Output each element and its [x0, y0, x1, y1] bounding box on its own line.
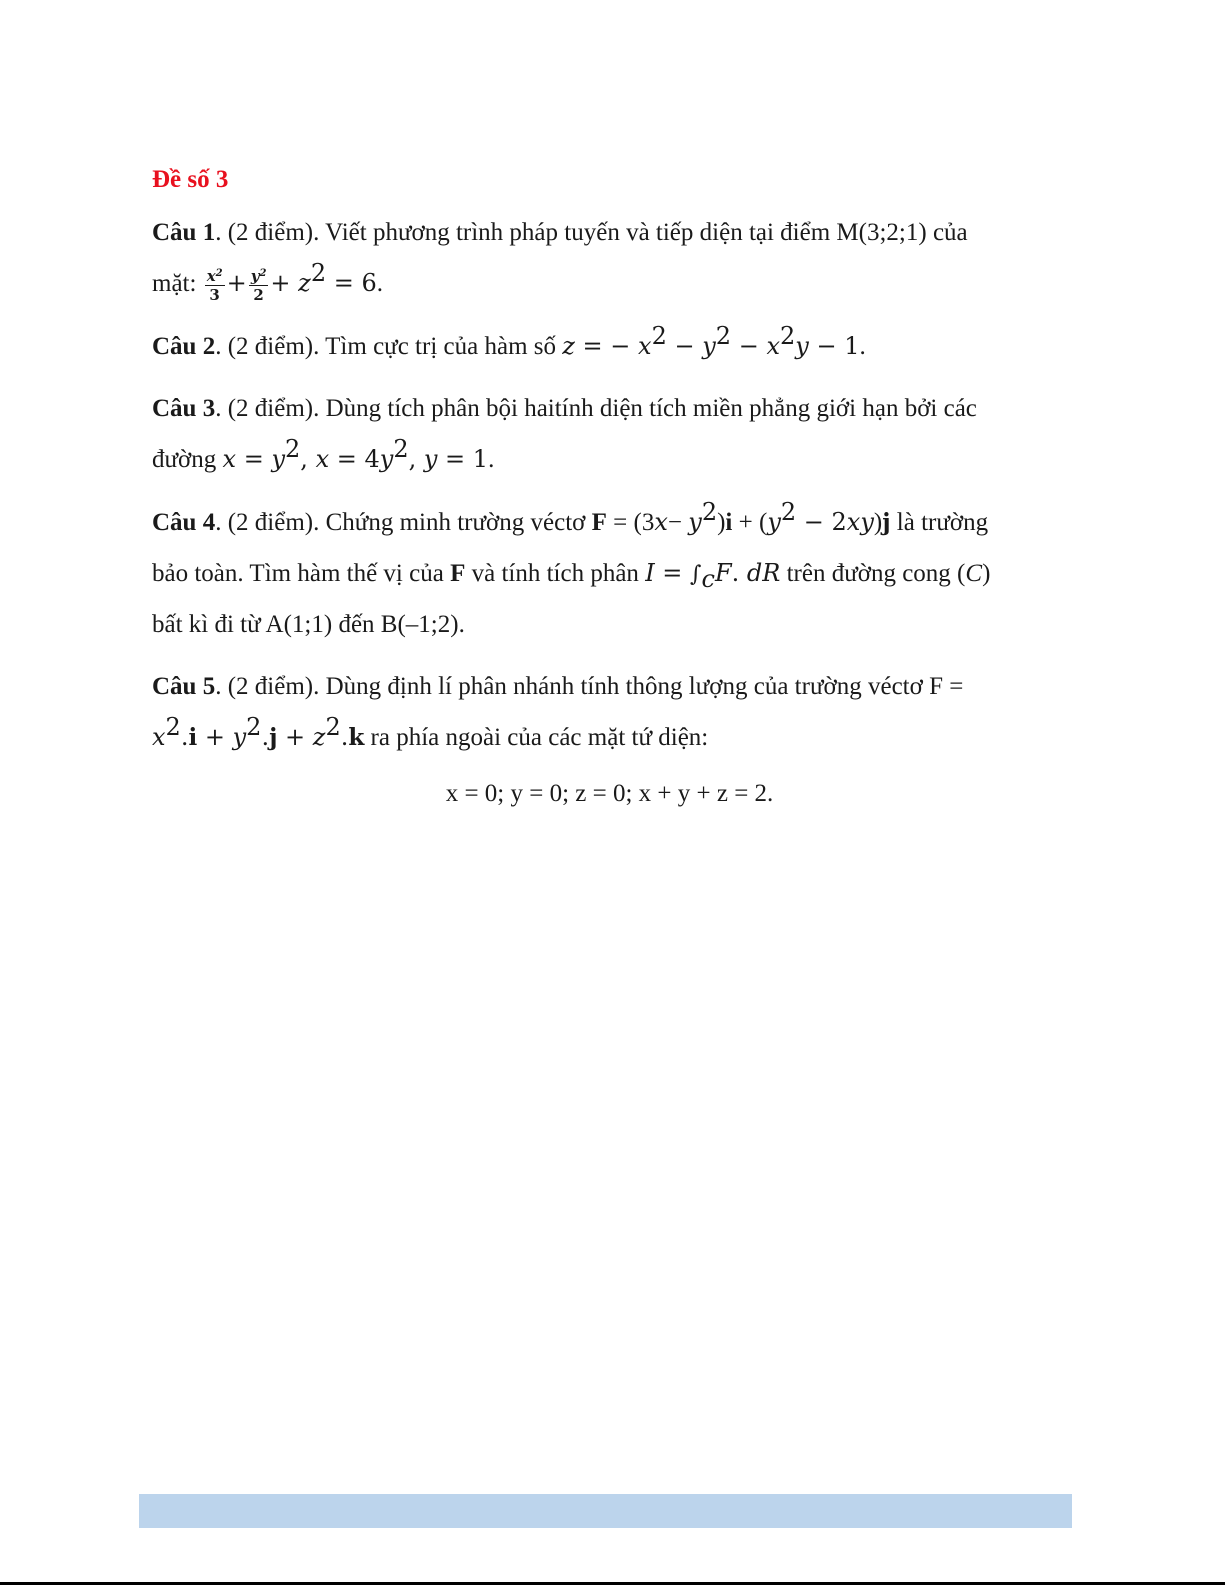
question-3: Câu 3. (2 điểm). Dùng tích phân bội haitính diện tích miền phẳng giới hạn bởi các đường $x = y^2$, $x = 4y^2$, y = 1. [152, 395, 977, 473]
exam-title: Đề số 3 [152, 166, 229, 193]
document-body [152, 158, 1067, 831]
question-2-text: . (2 điểm). Tìm cực trị của hàm số [215, 333, 563, 360]
question-4-text: . (2 điểm). Chứng minh trường véctơ [215, 509, 592, 536]
question-4-text-b: là trường [890, 509, 989, 536]
question-5-text-b: ra phía ngoài của các mặt tứ diện: [364, 724, 709, 751]
question-3-label: Câu 3 [152, 395, 216, 422]
question-4-label: Câu 4 [152, 509, 216, 536]
question-1-label: Câu 1 [152, 219, 216, 246]
line-integral-formula: $I = \int_cF$. dR [645, 559, 781, 593]
question-2: Câu 2. (2 điểm). Tìm cực trị của hàm số z = − $x^2 - y^2 - x^2y - 1$. [152, 322, 866, 360]
question-5-text: . (2 điểm). Dùng định lí phân nhánh tính thông lượng của trường véctơ F = [215, 673, 964, 700]
question-4-text-g: bất kì đi từ A(1;1) đến B(–1;2). [152, 611, 465, 638]
footer-bar [139, 1494, 1072, 1528]
question-5 [152, 662, 1067, 819]
question-4-text-c: bảo toàn. Tìm hàm thế vị của [152, 560, 451, 587]
question-4-text-e: trên đường cong ( [780, 560, 966, 587]
question-4-text-d: và tính tích phân [465, 560, 646, 587]
question-4-text-f: ) [982, 560, 991, 587]
question-5-label: Câu 5 [152, 673, 216, 700]
flux-field-formula: $x^2.i + y^2.j + z^2.k$ [152, 713, 365, 751]
question-2-formula: z = − $x^2 - y^2 - x^2y - 1$ [562, 322, 860, 360]
fraction-y2-over-2: $\frac{y^2}{2}$ [250, 266, 267, 304]
question-3-formula: $x = y^2$, $x = 4y^2$, y = 1 [222, 435, 489, 473]
question-3-text-b: đường [152, 446, 223, 473]
tetrahedron-planes-equation: x = 0; y = 0; z = 0; x + y + z = 2. [445, 780, 774, 807]
question-1: Câu 1. (2 điểm). Viết phương trình pháp tuyến và tiếp diện tại điểm M(3;2;1) của mặt: $\frac{x^2}{3}$ + $\frac{y^2}{2}$ + $z^2 = 6$. [152, 219, 968, 304]
question-3-text: . (2 điểm). Dùng tích phân bội haitính diện tích miền phẳng giới hạn bởi các [215, 395, 977, 422]
vector-field-formula: $F = (3x- y^2)i + (y^2 - 2xy)j$ [591, 498, 891, 536]
question-1-text: . (2 điểm). Viết phương trình pháp tuyến và tiếp diện tại điểm M(3;2;1) của [215, 219, 968, 246]
question-1-text-b: mặt: [152, 270, 203, 297]
fraction-x2-over-3: $\frac{x^2}{3}$ [206, 266, 223, 304]
question-4: Câu 4. (2 điểm). Chứng minh trường véctơ $F = (3x- y^2)i + (y^2 - 2xy)j$ là trường bảo toàn. Tìm hàm thế vị của F và tính tích phân $I = \int_cF$. dR trên đường cong (C) bất kì đi từ A(1;1) đến B(–1;2). [152, 498, 991, 638]
question-2-label: Câu 2 [152, 333, 216, 360]
